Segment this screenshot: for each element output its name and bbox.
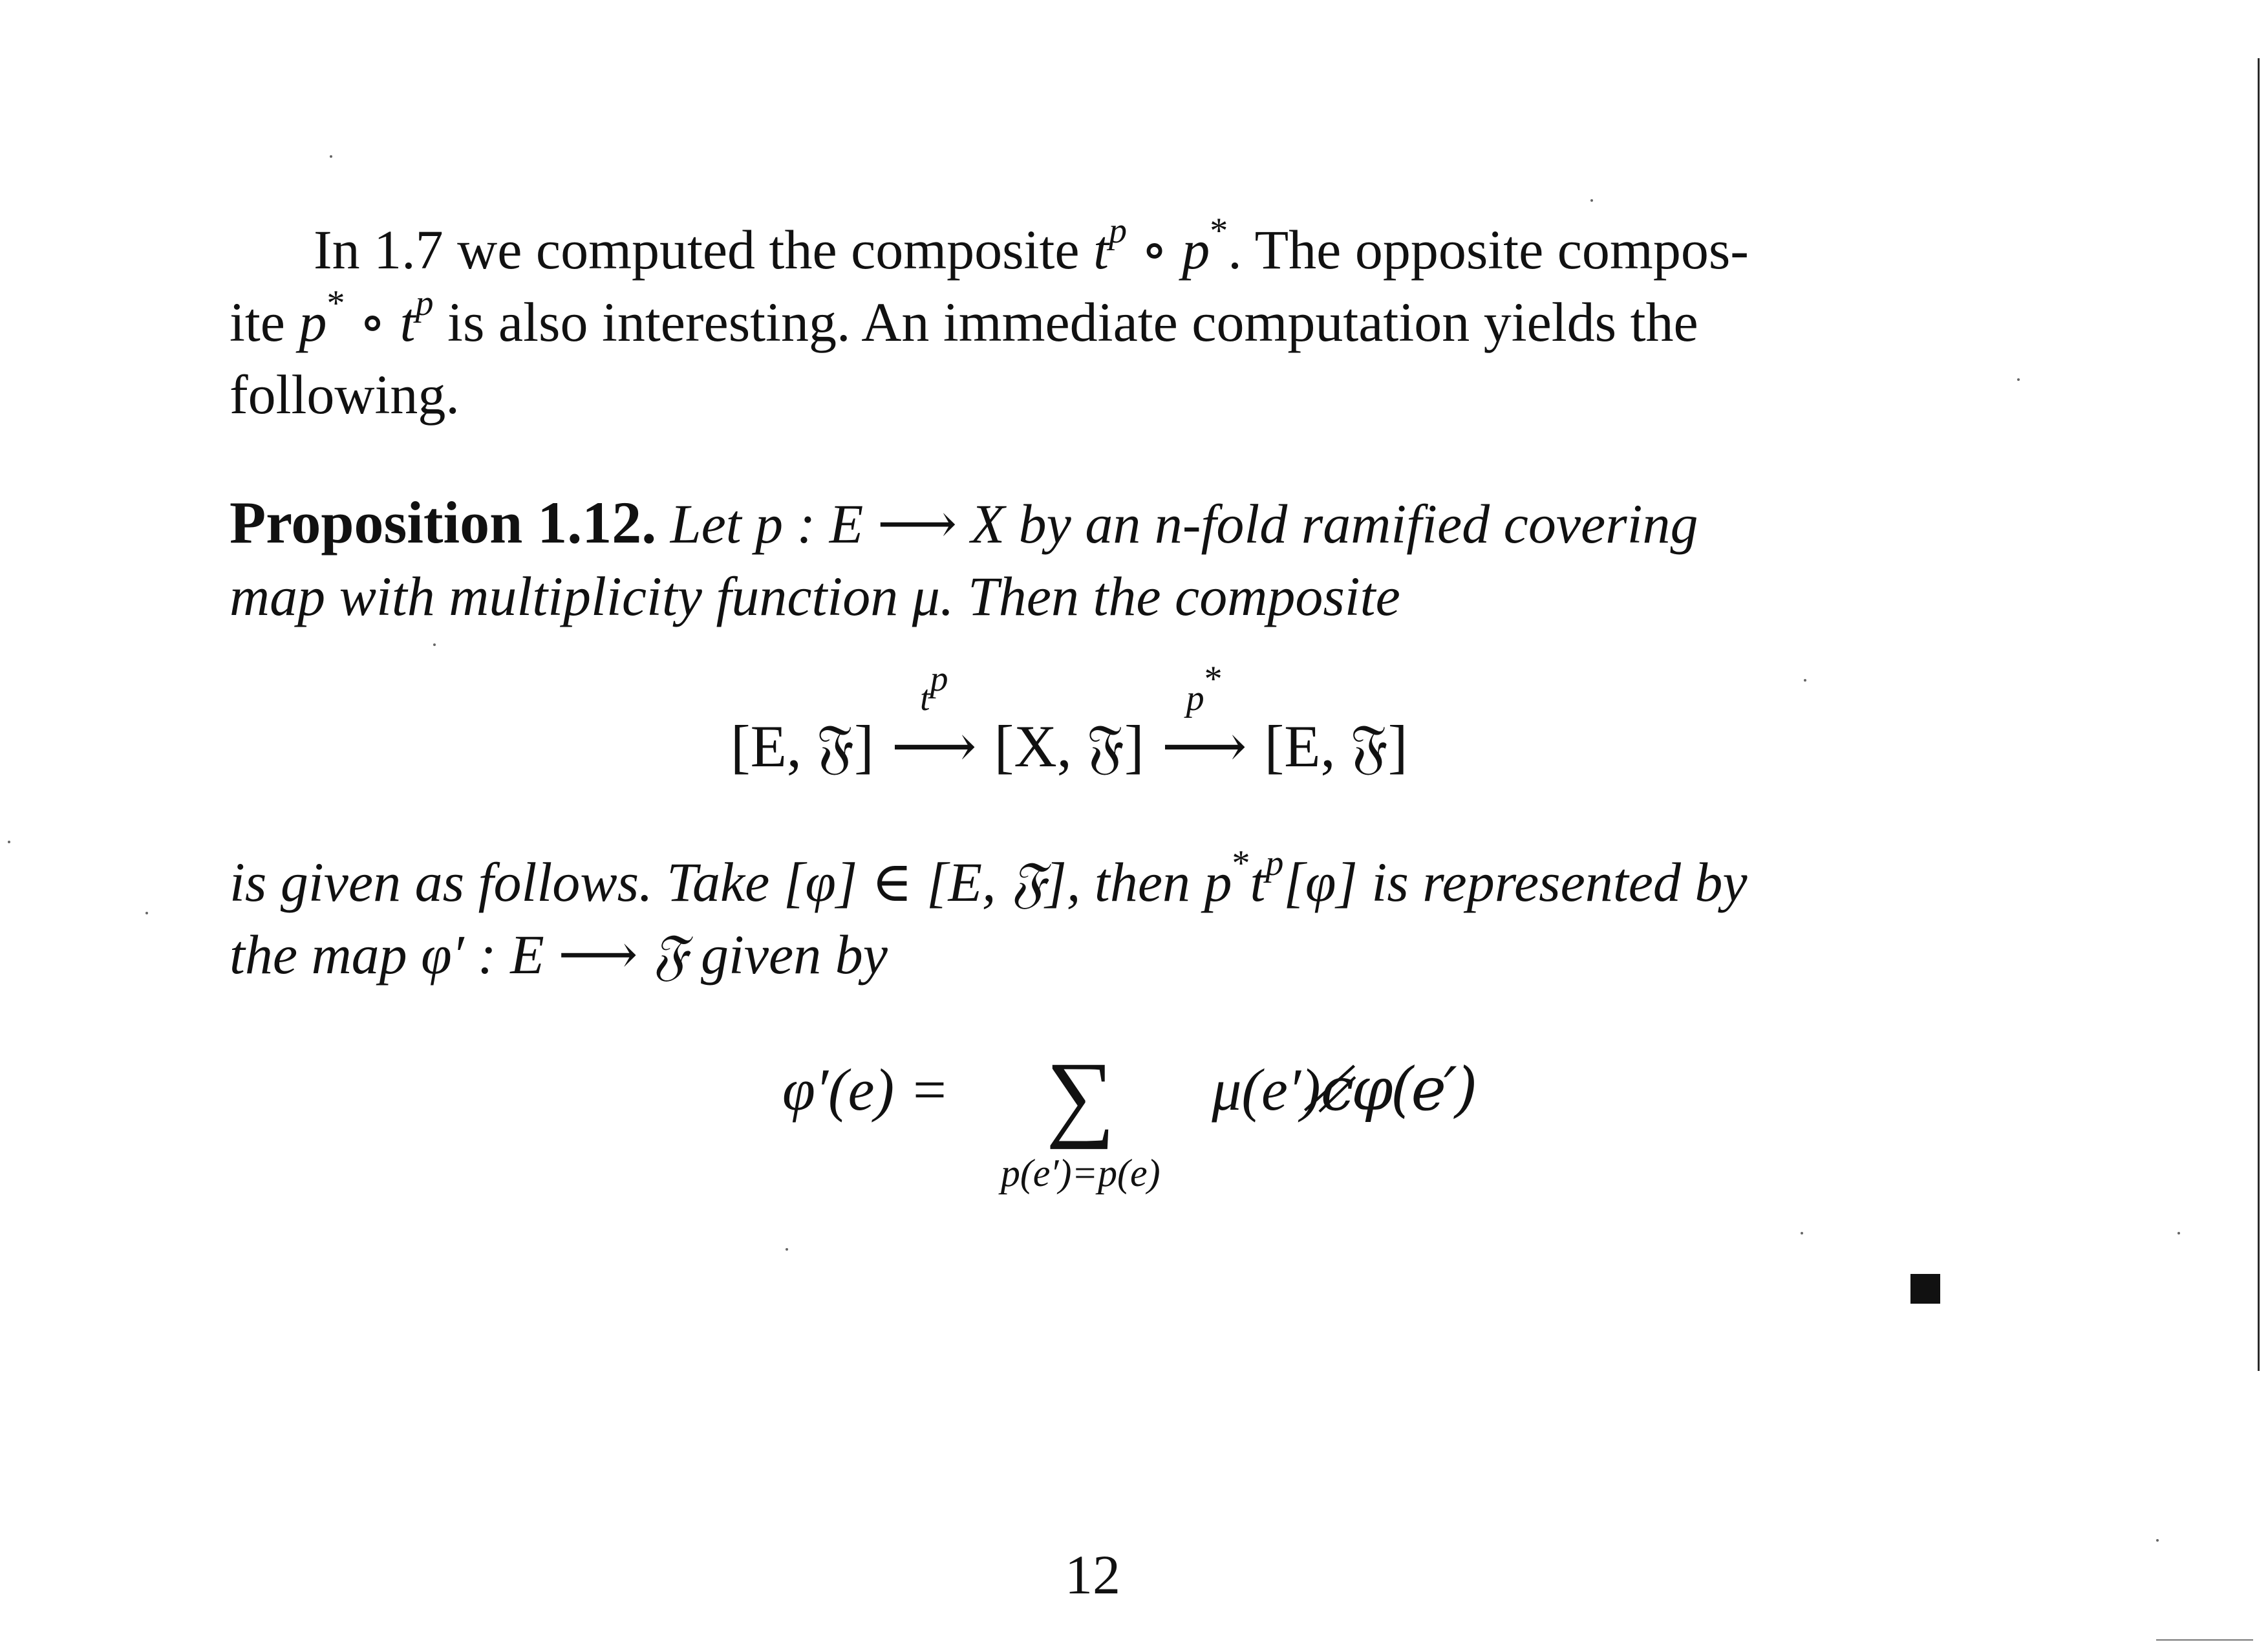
scan-speck <box>2177 1232 2180 1234</box>
scan-speck <box>145 912 148 914</box>
arrow-label-tp <box>886 659 983 719</box>
scan-speck <box>8 841 10 843</box>
label-base: t <box>919 678 930 718</box>
page-number: 12 <box>1065 1544 1120 1606</box>
math-p: p <box>299 291 327 353</box>
handwritten-correction: ȼ̸φ(e′) <box>1320 1055 1475 1125</box>
math-compose: ∘ <box>345 291 400 353</box>
sum-symbol-icon: ∑ <box>1045 1042 1115 1150</box>
intro-line-2 <box>230 283 1940 358</box>
formula-lhs: φ′(e) = <box>782 1057 950 1123</box>
description-line-2: the map φ′ : E ⟶ 𝔉 given by <box>230 923 888 986</box>
scan-speck <box>1590 199 1593 202</box>
text-run: ite <box>230 291 299 353</box>
math-t: t <box>1093 219 1109 281</box>
math-sup-star: * <box>326 283 345 324</box>
text-run: is also interesting. An immediate computation yields the <box>433 291 1698 353</box>
arrow-glyph: ⟶ <box>1161 713 1247 779</box>
proposition-heading: Proposition 1.12. <box>230 490 657 555</box>
math-p: p <box>1182 219 1210 281</box>
intro-line-3: following. <box>230 363 460 426</box>
formula-term: μ(e′) <box>1212 1057 1321 1123</box>
label-sup: * <box>1204 659 1223 700</box>
qed-square-icon <box>1910 1274 1940 1304</box>
math-sup-star: * <box>1232 843 1250 884</box>
scan-speck <box>433 643 436 646</box>
proposition-line-2: map with multiplicity function μ. Then the composite <box>230 565 1400 627</box>
scan-speck <box>330 155 332 158</box>
arrow-glyph: ⟶ <box>891 713 977 779</box>
scan-bottom-line <box>2156 1639 2253 1641</box>
math-sup-p: p <box>1109 211 1128 252</box>
scan-speck <box>2017 378 2020 381</box>
math-compose: ∘ <box>1127 219 1182 281</box>
intro-line-1 <box>230 213 1940 286</box>
proposition-line-1 <box>230 486 1940 560</box>
summation <box>964 1042 1197 1194</box>
arrow-pstar <box>1156 659 1253 781</box>
math-t: t <box>400 291 416 353</box>
math-sup-p: p <box>1265 843 1284 884</box>
scan-speck <box>1804 679 1806 682</box>
math-sup-p: p <box>415 283 434 324</box>
text-run: is given as follows. Take [φ] ∈ [E, 𝔉], then p <box>230 851 1232 913</box>
label-sup: p <box>930 659 948 700</box>
composite-map-display <box>731 659 1408 782</box>
proposition-block <box>230 486 1940 632</box>
scan-edge-line <box>2258 58 2260 1371</box>
text-run: . The opposite compos- <box>1228 219 1749 281</box>
display-middle-set: [X, 𝔉] <box>994 713 1144 779</box>
description-line-1 <box>230 843 1940 918</box>
scan-speck <box>2156 1539 2159 1542</box>
arrow-tp <box>886 659 983 781</box>
description-paragraph <box>230 843 1940 991</box>
display-left-set: [E, 𝔉] <box>731 713 874 779</box>
display-right-set: [E, 𝔉] <box>1264 713 1408 779</box>
scan-speck <box>1801 1232 1803 1234</box>
label-base: p <box>1186 678 1204 718</box>
sum-subscript: p(e′)=p(e) <box>1000 1152 1161 1194</box>
text-run: [φ] is represented by <box>1283 851 1748 913</box>
math-sup-star: * <box>1210 211 1228 252</box>
text-run: In 1.7 we computed the composite <box>314 219 1094 281</box>
intro-paragraph <box>230 213 1940 431</box>
scan-speck <box>786 1248 788 1251</box>
sum-formula-display <box>782 1042 1475 1194</box>
arrow-label-pstar <box>1156 659 1253 719</box>
math-t: t <box>1250 851 1266 913</box>
proposition-text: Let p : E ⟶ X by an n-fold ramified covering <box>656 493 1698 555</box>
